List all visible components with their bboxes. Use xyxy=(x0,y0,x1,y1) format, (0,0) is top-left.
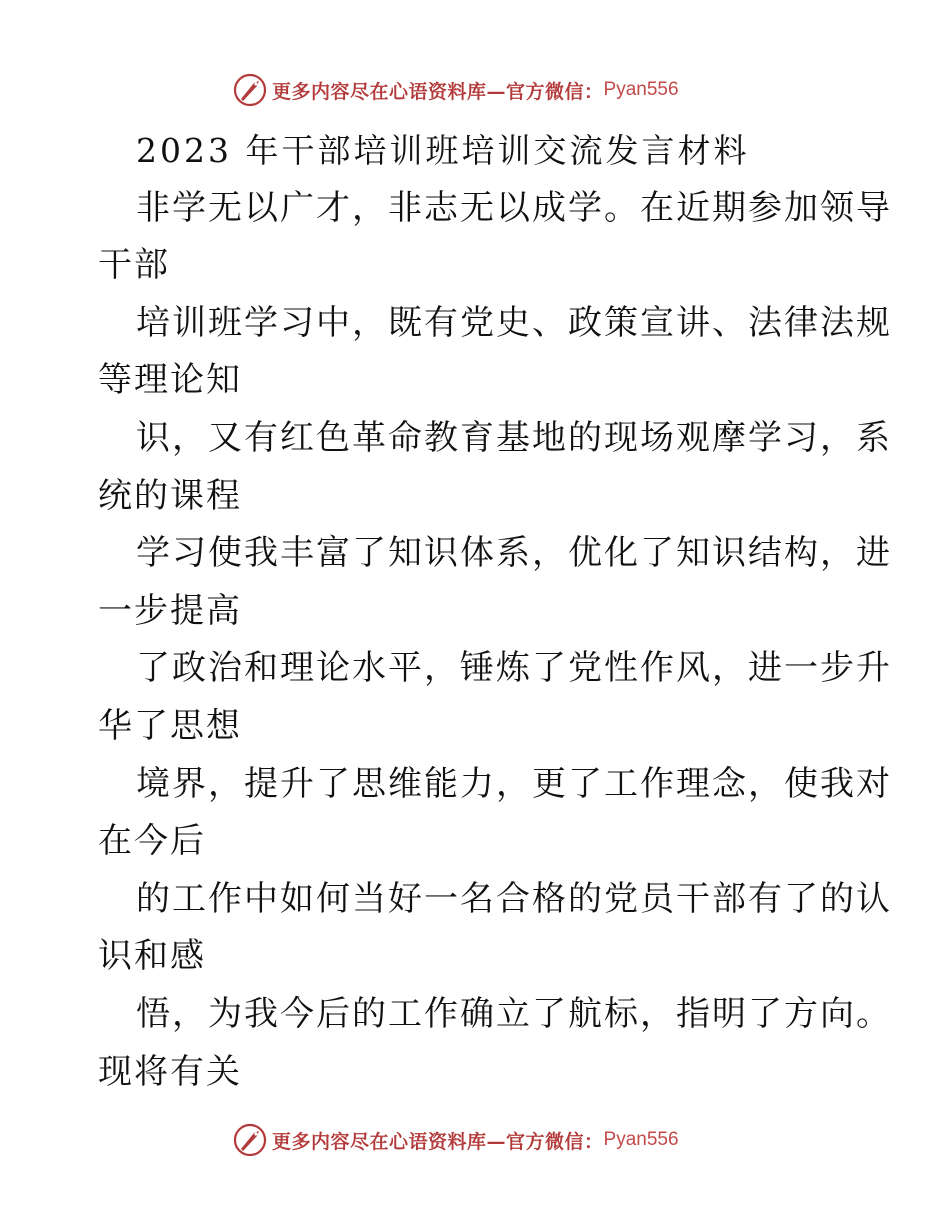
body-line: 等理论知 xyxy=(98,360,242,401)
banner-text: 更多内容尽在心语资料库—官方微信： xyxy=(272,1130,604,1153)
body-line: 的工作中如何当好一名合格的党员干部有了的认 xyxy=(136,878,892,919)
document-body xyxy=(98,122,892,1101)
body-line: 一步提高 xyxy=(98,590,242,631)
body-line: 培训班学习中，既有党史、政策宣讲、法律法规 xyxy=(136,302,892,343)
banner-wechat-id: Pyan556 xyxy=(603,1129,679,1150)
footer-watermark-banner xyxy=(232,1120,679,1160)
body-line: 境界，提升了思维能力，更了工作理念，使我对 xyxy=(136,763,892,804)
body-line: 了政治和理论水平，锤炼了党性作风，进一步升 xyxy=(136,648,892,689)
document-title: 2023 年干部培训班培训交流发言材料 xyxy=(136,131,750,170)
body-line: 学习使我丰富了知识体系，优化了知识结构，进 xyxy=(136,533,892,574)
body-line: 在今后 xyxy=(98,821,206,862)
body-line: 非学无以广才，非志无以成学。在近期参加领导 xyxy=(136,187,892,228)
body-line: 统的课程 xyxy=(98,475,242,516)
header-watermark-banner xyxy=(232,70,679,110)
body-line: 华了思想 xyxy=(98,705,242,746)
body-line: 现将有关 xyxy=(98,1051,242,1092)
body-line: 识和感 xyxy=(98,936,206,977)
banner-text: 更多内容尽在心语资料库—官方微信： xyxy=(272,80,604,103)
body-line: 识，又有红色革命教育基地的现场观摩学习，系 xyxy=(136,417,892,458)
banner-wechat-id: Pyan556 xyxy=(603,79,679,100)
body-line: 悟，为我今后的工作确立了航标，指明了方向。 xyxy=(136,993,892,1034)
pen-nib-logo-icon xyxy=(232,1122,268,1158)
body-line: 干部 xyxy=(98,245,170,286)
pen-nib-logo-icon xyxy=(232,72,268,108)
